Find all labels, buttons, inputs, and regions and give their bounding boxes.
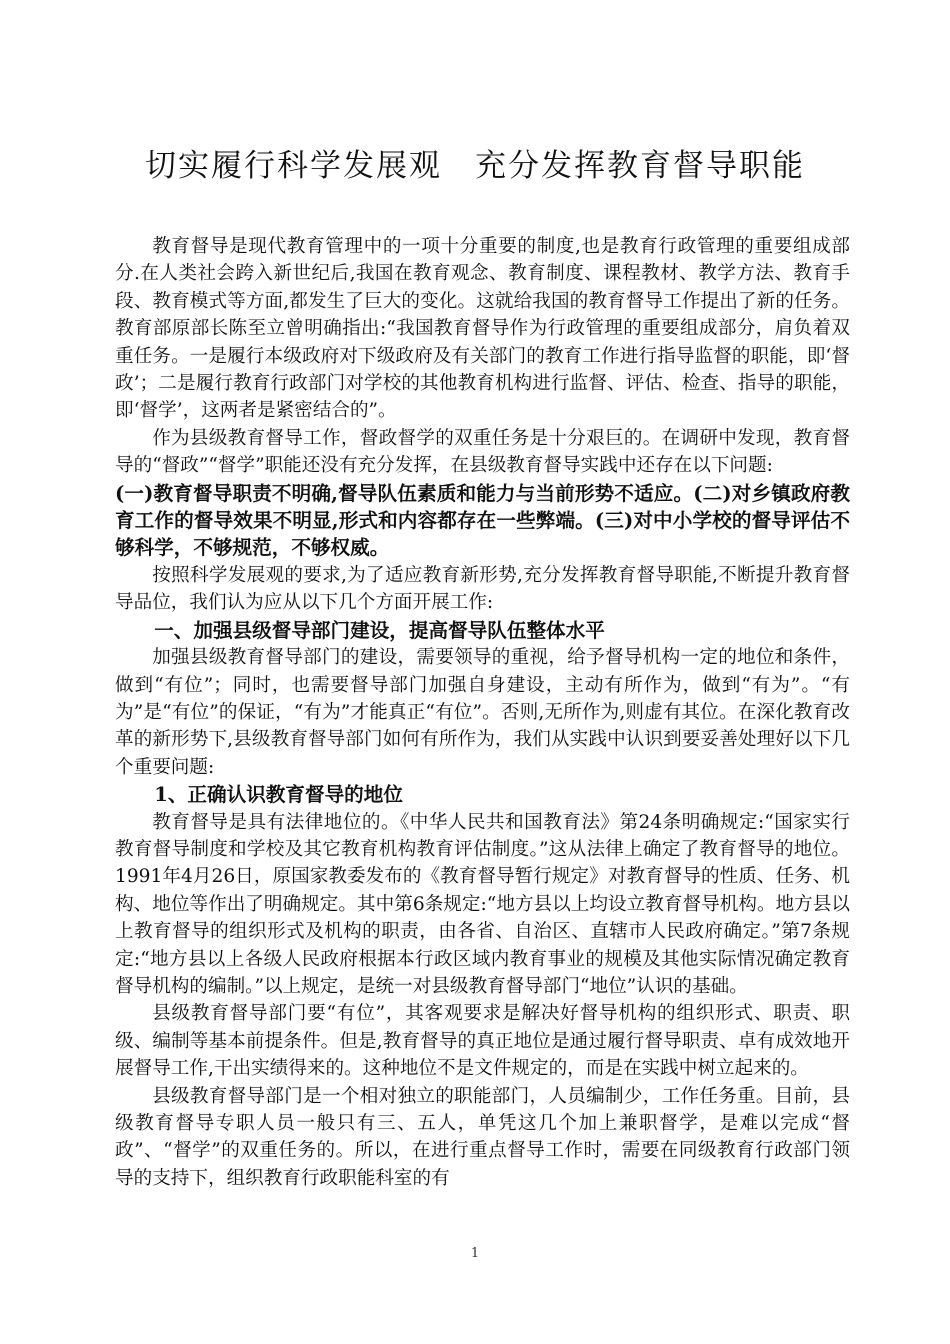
paragraph-real-position: 县级教育督导部门要“有位”，其客观要求是解决好督导机构的组织形式、职责、职级、编制等基本前提条件。但是,教育督导的真正地位是通过履行督导职责、卓有成效地开展督导工作,干出实绩得来的。这种地位不是文件规定的，而是在实践中树立起来的。 <box>115 1003 850 1080</box>
paragraph-intro: 教育督导是现代教育管理中的一项十分重要的制度,也是教育行政管理的重要组成部分.在人类社会跨入新世纪后,我国在教育观念、教育制度、课程教材、教学方法、教育手段、教育模式等方面,都发生了巨大的变化。这就给我国的教育督导工作提出了新的任务。教育部原部长陈至立曾明确指出:“我国教育督导作为行政管理的重要组成部分，肩负着双重任务。一是履行本级政府对下级政府及有关部门的教育工作进行指导监督的职能，即‘督政’；二是履行教育行政部门对学校的其他教育机构进行监督、评估、检查、指导的职能，即‘督学’，这两者是紧密结合的”。 <box>115 236 850 422</box>
paragraph-staffing: 县级教育督导部门是一个相对独立的职能部门，人员编制少，工作任务重。目前，县级教育督导专职人员一般只有三、五人，单凭这几个加上兼职督学，是难以完成“督政”、“督学”的双重任务的。所以，在进行重点督导工作时，需要在同级教育行政部门领导的支持下，组织教育行政职能科室的有 <box>115 1085 850 1189</box>
document-body <box>115 233 850 1192</box>
page-number: 1 <box>470 1246 480 1261</box>
section-heading-1: 一、加强县级督导部门建设，提高督导队伍整体水平 <box>154 618 605 642</box>
subsection-heading-1-1: 1、正确认识教育督导的地位 <box>154 783 403 807</box>
paragraph-problems: (一)教育督导职责不明确,督导队伍素质和能力与当前形势不适应。(二)对乡镇政府教育工作的督导效果不明显,形式和内容都存在一些弊端。(三)对中小学校的督导评估不够科学，不够规范，不够权威。 <box>115 481 850 560</box>
paragraph-position-and-action: 加强县级教育督导部门的建设，需要领导的重视，给予督导机构一定的地位和条件，做到“有位”；同时，也需要督导部门加强自身建设，主动有所作为，做到“有为”。“有为”是“有位”的保证，“有为”才能真正“有位”。否则,无所作为,则虚有其位。在深化教育改革的新形势下,县级教育督导部门如何有所作为，我们从实践中认识到要妥善处理好以下几个重要问题: <box>115 647 850 778</box>
document-title: 切实履行科学发展观 充分发挥教育督导职能 <box>145 148 805 184</box>
paragraph-approach: 按照科学发展观的要求,为了适应教育新形势,充分发挥教育督导职能,不断提升教育督导品位，我们认为应从以下几个方面开展工作: <box>115 564 850 614</box>
paragraph-county-tasks: 作为县级教育督导工作，督政督学的双重任务是十分艰巨的。在调研中发现，教育督导的“督政”“督学”职能还没有充分发挥，在县级教育督导实践中还存在以下问题: <box>115 427 850 477</box>
paragraph-legal-status: 教育督导是具有法律地位的。《中华人民共和国教育法》第24条明确规定:“国家实行教育督导制度和学校及其它教育机构教育评估制度。”这从法律上确定了教育督导的地位。1991年4月26日，原国家教委发布的《教育督导暂行规定》对教育督导的性质、任务、机构、地位等作出了明确规定。其中第6条规定:“地方县以上均设立教育督导机构。地方县以上教育督导的组织形式及机构的职责，由各省、自治区、直辖市人民政府确定。”第7条规定:“地方县以上各级人民政府根据本行政区域内教育事业的规模及其他实际情况确定教育督导机构的编制。”以上规定，是统一对县级教育督导部门“地位”认识的基础。 <box>115 811 850 997</box>
